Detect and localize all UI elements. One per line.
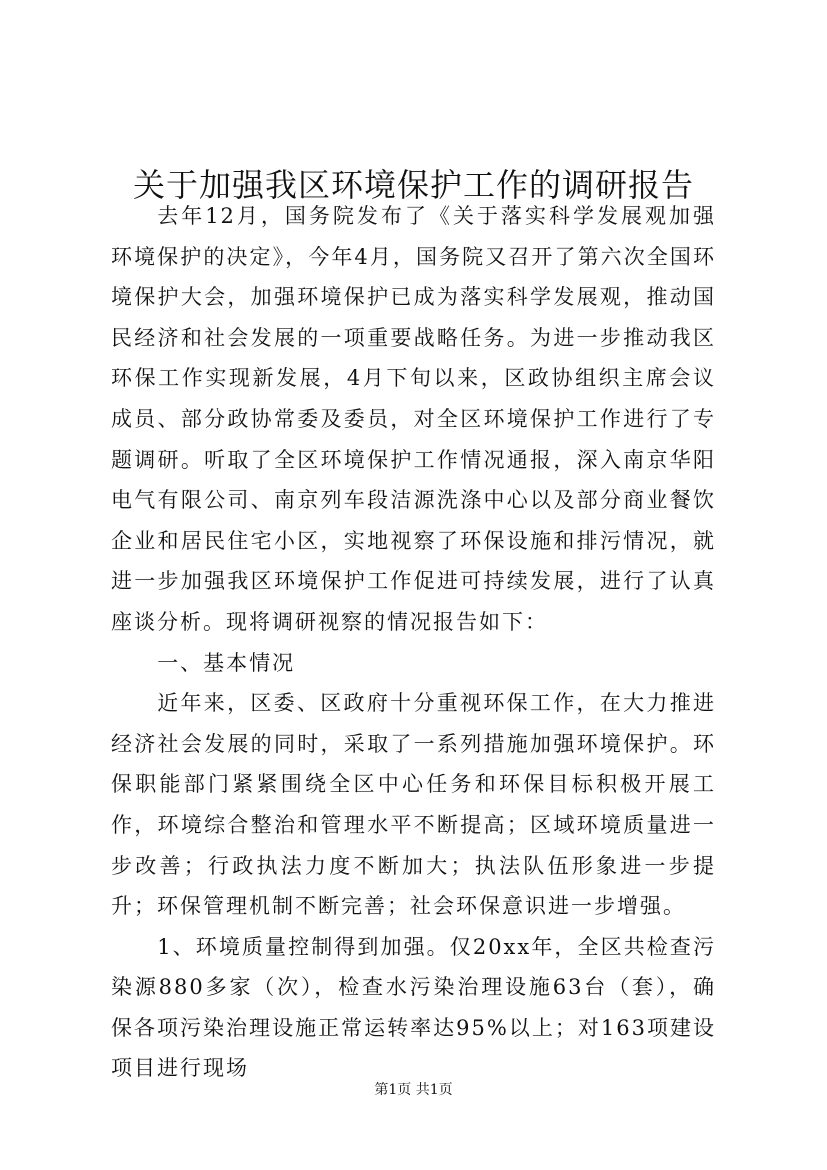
page-footer: 第1页 共1页 [374, 1082, 453, 1098]
paragraph-basic-situation: 近年来，区委、区政府十分重视环保工作，在大力推进经济社会发展的同时，采取了一系列措施加强环境保护。环保职能部门紧紧围绕全区中心任务和环保目标积极开展工作，环境综合整治和管理水平不断提高；区域环境质量进一步改善；行政执法力度不断加大；执法队伍形象进一步提升；环保管理机制不断完善；社会环保意识进一步增强。 [111, 691, 716, 919]
document-title: 关于加强我区环境保护工作的调研报告 [132, 166, 694, 205]
document-body [111, 196, 716, 1089]
paragraph-environment-quality: 1、环境质量控制得到加强。仅20xx年，全区共检查污染源880多家（次），检查水污染治理设施63台（套），确保各项污染治理设施正常运转率达95%以上；对163项建设项目进行现场 [111, 934, 716, 1081]
paragraph-intro: 去年12月，国务院发布了《关于落实科学发展观加强环境保护的决定》，今年4月，国务院又召开了第六次全国环境保护大会，加强环境保护已成为落实科学发展观，推动国民经济和社会发展的一项重要战略任务。为进一步推动我区环保工作实现新发展，4月下旬以来，区政协组织主席会议成员、部分政协常委及委员，对全区环境保护工作进行了专题调研。听取了全区环境保护工作情况通报，深入南京华阳电气有限公司、南京列车段洁源洗涤中心以及部分商业餐饮企业和居民住宅小区，实地视察了环保设施和排污情况，就进一步加强我区环境保护工作促进可持续发展，进行了认真座谈分析。现将调研视察的情况报告如下： [111, 204, 716, 634]
section-heading-basic-situation: 一、基本情况 [157, 650, 296, 675]
